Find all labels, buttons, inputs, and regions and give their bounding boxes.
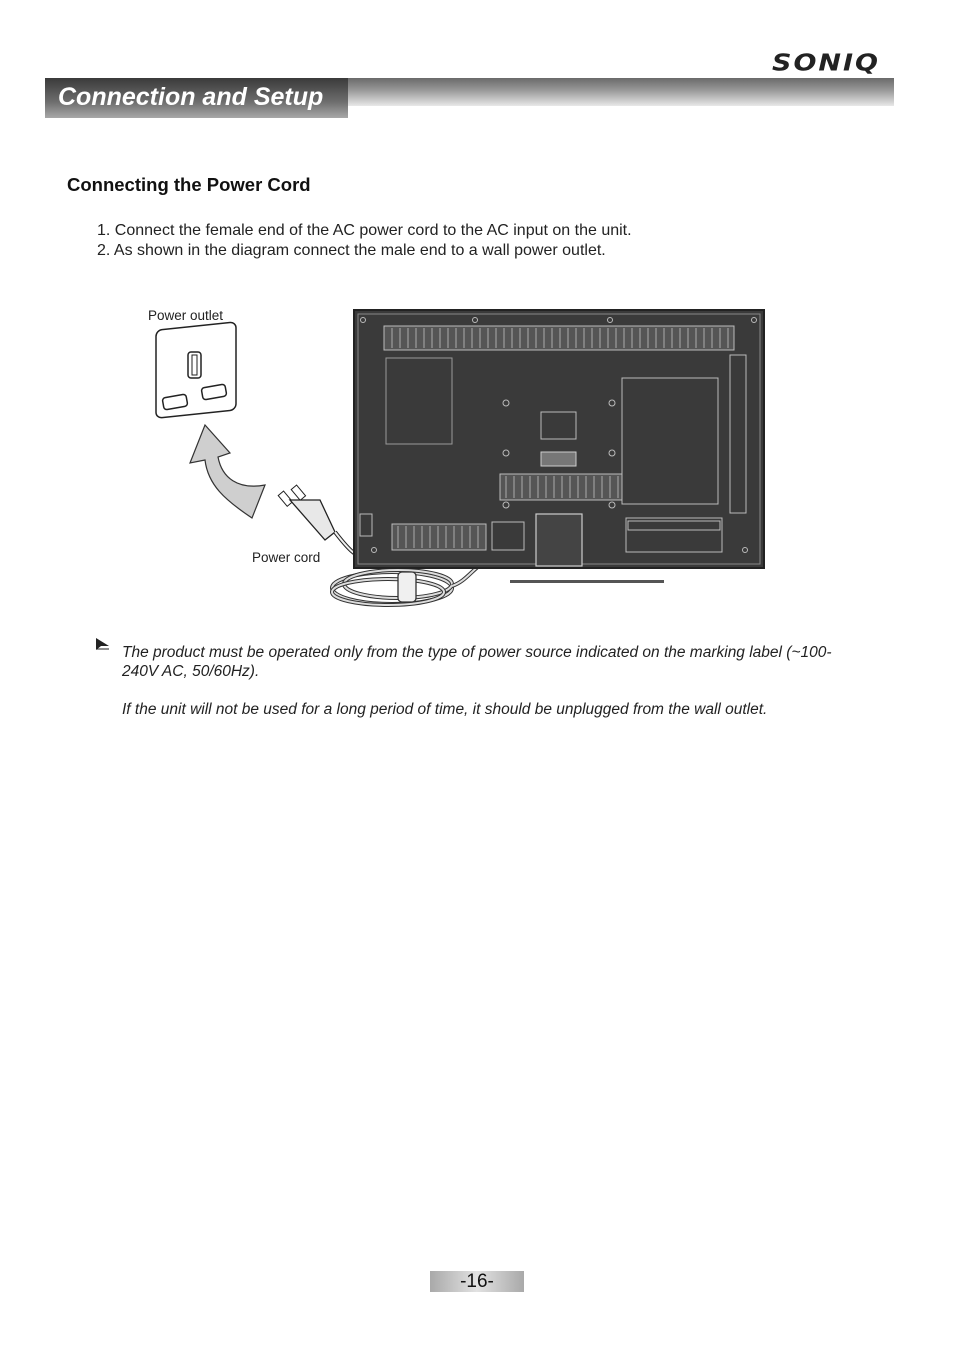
step-item: 1. Connect the female end of the AC power cord to the AC input on the unit.	[97, 222, 632, 239]
brand-logo: SONIQ	[772, 50, 880, 77]
power-cord-label: Power cord	[252, 550, 321, 565]
page-title: Connection and Setup	[58, 83, 324, 111]
power-outlet-label: Power outlet	[148, 308, 224, 323]
tv-back-icon	[354, 310, 764, 583]
note-unplug: If the unit will not be used for a long period of time, it should be unplugged from the wall outlet.	[122, 701, 768, 718]
steps-list	[97, 221, 632, 261]
diagram-illustration	[130, 300, 770, 620]
step-item: 2. As shown in the diagram connect the male end to a wall power outlet.	[97, 242, 606, 259]
note-pointer-icon	[95, 637, 111, 656]
section-title: Connecting the Power Cord	[67, 174, 311, 195]
page-number: -16-	[460, 1271, 494, 1292]
note-power-source: The product must be operated only from the type of power source indicated on the marking label (~100-240V AC, 50/60Hz).	[122, 644, 832, 680]
curved-arrow-icon	[190, 425, 265, 518]
power-outlet-icon	[156, 322, 236, 418]
power-connection-diagram	[130, 300, 770, 625]
